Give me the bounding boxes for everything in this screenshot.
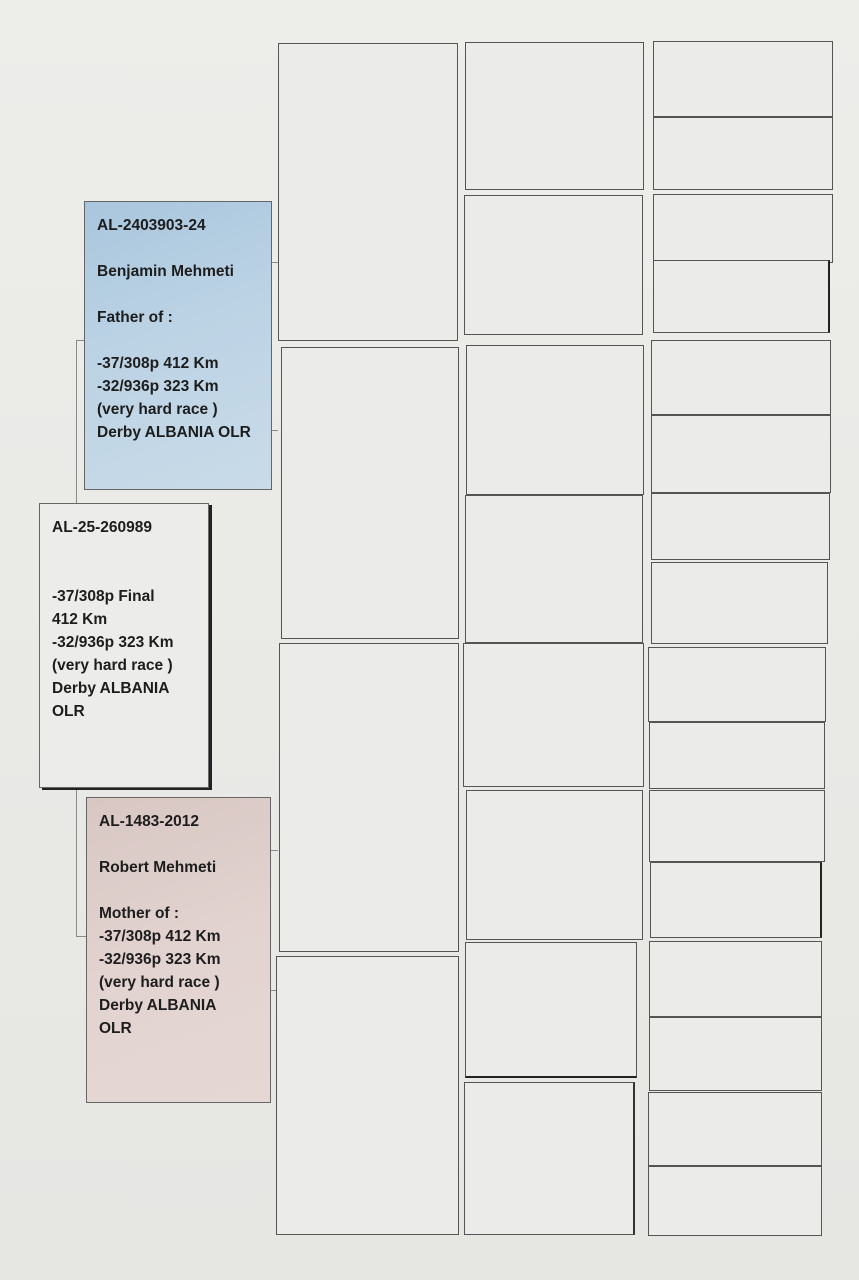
- pedigree-box-gen3: [465, 42, 644, 190]
- father-ring-number: AL-2403903-24: [97, 217, 206, 234]
- mother-result-line: Derby ALBANIA: [99, 997, 217, 1014]
- mother-ring-number: AL-1483-2012: [99, 813, 199, 830]
- connector-line: [76, 936, 86, 937]
- father-result-line: -32/936p 323 Km: [97, 378, 219, 395]
- pedigree-box-gen4: [649, 790, 825, 862]
- mother-result-line: -37/308p 412 Km: [99, 928, 221, 945]
- father-name: Benjamin Mehmeti: [97, 263, 234, 280]
- subject-result-line: -37/308p Final: [52, 588, 155, 605]
- pedigree-box-gen4: [651, 562, 828, 644]
- pedigree-box-gen3: [466, 790, 643, 940]
- mother-relation-label: Mother of :: [99, 905, 180, 922]
- pedigree-box-gen3: [463, 643, 644, 787]
- pedigree-box-gen4: [651, 415, 831, 493]
- father-result-line: (very hard race ): [97, 401, 218, 418]
- pedigree-box-gen4: [649, 722, 825, 789]
- pedigree-box-gen4: [649, 1017, 822, 1091]
- pedigree-box-gen4: [649, 941, 822, 1017]
- pedigree-box-gen4: [648, 1092, 822, 1166]
- pedigree-box-gen4: [651, 340, 831, 415]
- subject-result-line: 412 Km: [52, 611, 108, 628]
- pedigree-box-gen3: [464, 195, 643, 335]
- connector-line: [76, 788, 77, 936]
- pedigree-box-gen4: [653, 260, 830, 333]
- father-result-line: Derby ALBANIA OLR: [97, 424, 251, 441]
- connector-line: [271, 850, 278, 851]
- subject-result-line: (very hard race ): [52, 657, 173, 674]
- pedigree-box-gen3: [464, 1082, 635, 1235]
- father-card: [84, 201, 272, 490]
- pedigree-box-gen4: [653, 41, 833, 117]
- connector-line: [272, 430, 278, 431]
- subject-card: [39, 503, 209, 788]
- pedigree-box-gen4: [653, 194, 833, 263]
- mother-result-line: (very hard race ): [99, 974, 220, 991]
- subject-ring-number: AL-25-260989: [52, 519, 152, 536]
- pedigree-box-gen3: [465, 942, 637, 1078]
- pedigree-box-gen4: [648, 647, 826, 722]
- pedigree-box-gen2: [276, 956, 459, 1235]
- subject-result-line: Derby ALBANIA: [52, 680, 170, 697]
- mother-result-line: OLR: [99, 1020, 132, 1037]
- father-relation-label: Father of :: [97, 309, 173, 326]
- mother-card: [86, 797, 271, 1103]
- pedigree-box-gen2: [279, 643, 459, 952]
- pedigree-box-gen4: [651, 493, 830, 560]
- father-result-line: -37/308p 412 Km: [97, 355, 219, 372]
- pedigree-box-gen2: [278, 43, 458, 341]
- subject-result-line: OLR: [52, 703, 85, 720]
- mother-name: Robert Mehmeti: [99, 859, 217, 876]
- connector-line: [76, 340, 77, 503]
- pedigree-box-gen4: [653, 117, 833, 190]
- pedigree-box-gen4: [648, 1166, 822, 1236]
- mother-result-line: -32/936p 323 Km: [99, 951, 221, 968]
- pedigree-box-gen2: [281, 347, 459, 639]
- pedigree-box-gen4: [650, 862, 822, 938]
- subject-result-line: -32/936p 323 Km: [52, 634, 174, 651]
- pedigree-box-gen3: [465, 495, 643, 643]
- pedigree-box-gen3: [466, 345, 644, 495]
